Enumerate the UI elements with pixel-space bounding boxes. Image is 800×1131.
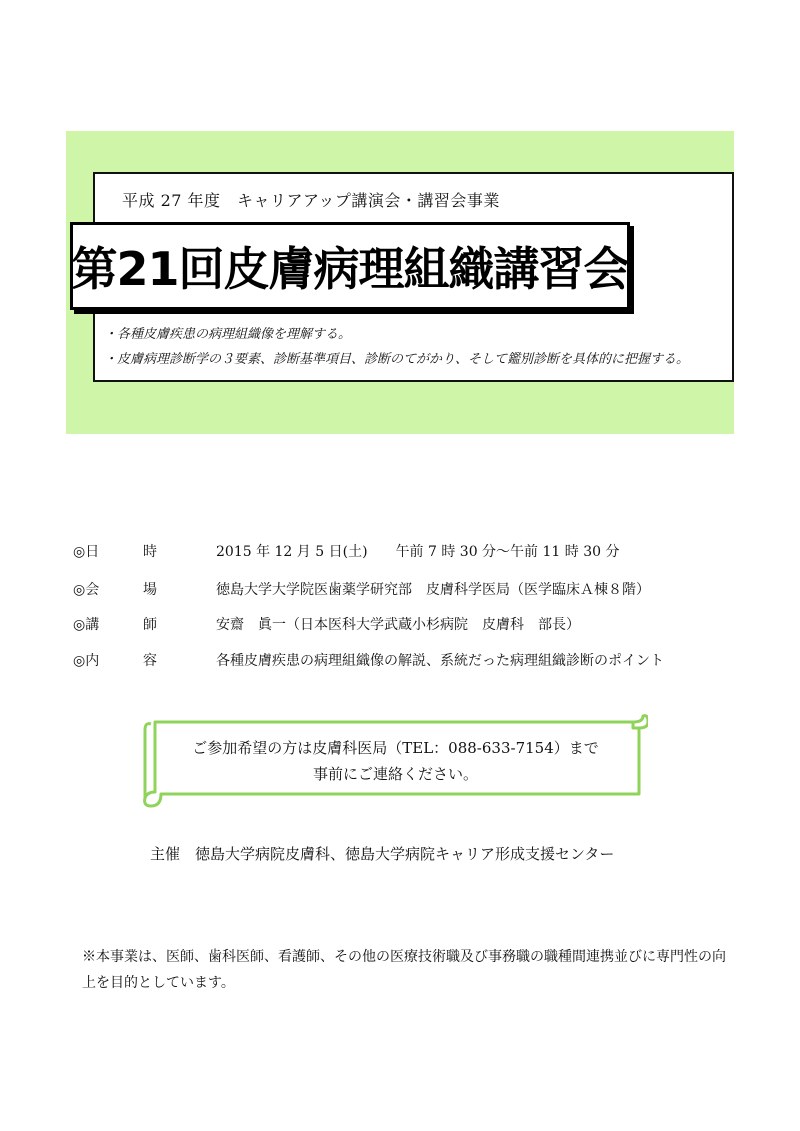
contact-line: ご参加希望の方は皮膚科医局（TEL：088-633-7154）まで	[192, 739, 599, 757]
detail-value: 安齋 眞一（日本医科大学武蔵小杉病院 皮膚科 部長）	[216, 617, 580, 633]
event-subheading: 平成 27 年度 キャリアアップ講演会・講習会事業	[122, 191, 500, 210]
detail-label: ◎講 師	[73, 617, 157, 633]
objective-item: ・皮膚病理診断学の３要素、診断基準項目、診断のてがかり、そして鑑別診断を具体的に把握する。	[104, 352, 690, 367]
detail-value: 徳島大学大学院医歯薬学研究部 皮膚科学医局（医学臨床Ａ棟８階）	[216, 582, 650, 598]
scroll-banner-shape	[143, 712, 648, 812]
footnote: ※本事業は、医師、歯科医師、看護師、その他の医療技術職及び事務職の職種間連携並びに専門性の向上を目的としています。	[82, 949, 726, 991]
contact-scroll-banner	[143, 712, 648, 812]
detail-value: 各種皮膚疾患の病理組織像の解説、系統だった病理組織診断のポイント	[216, 653, 664, 669]
detail-value: 2015 年 12 月 5 日(土) 午前 7 時 30 分～午前 11 時 30 分	[216, 544, 620, 560]
detail-row-venue	[73, 579, 753, 601]
objective-item: ・各種皮膚疾患の病理組織像を理解する。	[104, 327, 352, 342]
detail-label: ◎内 容	[73, 653, 157, 669]
detail-row-content	[73, 650, 753, 672]
event-title: 第21回皮膚病理組織講習会	[71, 242, 629, 296]
contact-line: 事前にご連絡ください。	[312, 765, 478, 783]
organizer-text: 主催 徳島大学病院皮膚科、徳島大学病院キャリア形成支援センター	[150, 845, 615, 863]
detail-label: ◎日 時	[73, 544, 157, 560]
detail-row-date	[73, 541, 753, 563]
detail-row-lecturer	[73, 614, 753, 636]
detail-label: ◎会 場	[73, 582, 157, 598]
title-frame	[70, 222, 630, 310]
